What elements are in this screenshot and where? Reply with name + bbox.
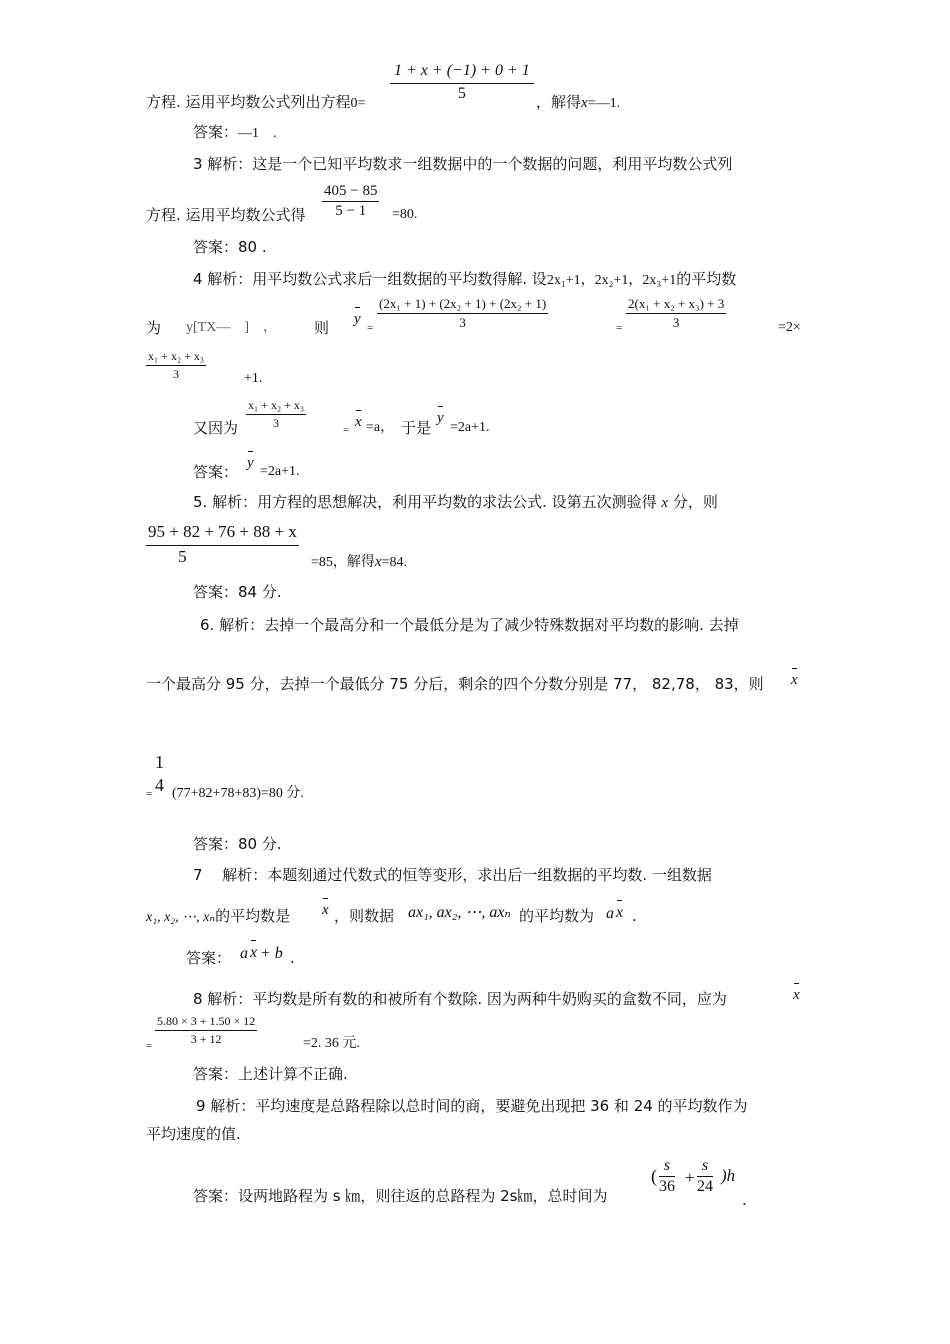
s9-end: .	[742, 1191, 747, 1209]
s7-line1: 7 解析：本题刻通过代数式的恒等变形，求出后一组数据的平均数. 一组数据	[193, 866, 712, 884]
s4-fraction-1-numerator: (2x₁ + 1) + (2x₂ + 1) + (2x₂ + 1)	[377, 296, 548, 314]
s7-xbar: x	[322, 902, 329, 918]
s7-line2	[146, 906, 290, 928]
p1-tail-line	[536, 92, 620, 114]
s3-fraction-numerator: 405 − 85	[322, 183, 379, 202]
s9-line2: 平均速度的值.	[146, 1125, 241, 1143]
s4-line1-a: 4 解析：用平均数公式求后一组数据的平均数得解. 设	[193, 270, 547, 288]
s6-fraction	[153, 752, 166, 796]
s4-eq5: =a，	[366, 420, 395, 435]
p1-lead: 方程. 运用平均数公式列出方程	[146, 93, 351, 111]
s3-line2: 方程. 运用平均数公式得	[146, 206, 306, 224]
s4-fraction-4-denominator: 3	[273, 416, 280, 430]
s4-fraction-2-numerator: 2(x₁ + x₂ + x₃) + 3	[626, 296, 726, 314]
s7-answer-xbar: x	[250, 944, 258, 961]
s4-eq4: =	[343, 424, 350, 436]
s5-result-var: x	[374, 554, 382, 570]
s8-line1: 8 解析：平均数是所有数的和被所有个数除. 因为两种牛奶购买的盒数不同，应为	[193, 990, 727, 1008]
s4-fraction-3-numerator: x₁ + x₂ + x₃	[146, 349, 206, 366]
s8-fraction-numerator: 5.80 × 3 + 1.50 × 12	[155, 1014, 257, 1031]
s4-eq1: =	[367, 322, 374, 334]
p1-fraction	[390, 62, 534, 103]
s4-plus1: +1.	[244, 371, 263, 386]
s4-xbar: x	[355, 414, 362, 430]
s4-fraction-2	[626, 296, 726, 331]
s5-line1-tail: 分，则	[672, 493, 718, 511]
s4-ybar: y	[354, 311, 361, 327]
p1-fraction-numerator: 1 + x + (−1) + 0 + 1	[390, 62, 534, 84]
s4-fraction-3	[146, 349, 206, 382]
s6-expr: (77+82+78+83)=80 分.	[172, 786, 304, 801]
s5-line1-text: 5. 解析：用方程的思想解决，利用平均数的求法公式. 设第五次测验得	[193, 493, 657, 511]
s4-fraction-4-numerator: x₁ + x₂ + x₃	[246, 398, 306, 415]
s9-fraction-2	[697, 1157, 713, 1196]
s9-answer: 答案：设两地路程为 s ㎞，则往返的总路程为 2s㎞，总时间为	[193, 1187, 608, 1205]
s7-axbar: x	[616, 904, 624, 921]
s7-mid2: ，则数据	[334, 907, 395, 925]
s6-eq: =	[146, 788, 153, 800]
s4-eq2: =	[616, 322, 623, 334]
s5-fraction-numerator: 95 + 82 + 76 + 88 + x	[146, 522, 299, 546]
p1-result-var: x	[581, 95, 588, 111]
s6-answer: 答案：80 分.	[193, 835, 282, 853]
s9-fraction-2-numerator: s	[697, 1157, 713, 1177]
s4-ybar-2: y	[437, 410, 444, 426]
s6-xbar: x	[791, 672, 798, 688]
s5-line1-var: x	[661, 495, 669, 511]
s9-fraction-2-denominator: 24	[697, 1178, 713, 1195]
s8-xbar: x	[793, 987, 800, 1003]
s6-fraction-numerator: 1	[155, 752, 164, 772]
s4-var-2: 2x₂+1，	[594, 273, 643, 288]
s6-fraction-denominator: 4	[155, 775, 164, 795]
s3-fraction-denominator: 5 − 1	[335, 203, 367, 219]
s7-seq2: ax₁, ax₂, ⋯, axₙ	[408, 904, 511, 921]
s4-answer-label: 答案：	[193, 463, 239, 481]
s8-answer: 答案：上述计算不正确.	[193, 1065, 348, 1083]
s7-answer-a: a	[240, 945, 248, 962]
s7-mid3: 的平均数为	[519, 907, 595, 925]
s8-fraction-denominator: 3 + 12	[190, 1032, 222, 1046]
s4-again-label: 又因为	[193, 419, 239, 437]
s8-result: =2. 36 元.	[303, 1036, 360, 1051]
s4-line2-then: 则	[314, 319, 330, 337]
answer-2-label: 答案：	[193, 123, 239, 141]
s9-open-paren: (	[651, 1166, 657, 1186]
s9-line1: 9 解析：平均速度是总路程除以总时间的商，要避免出现把 36 和 24 的平均数作为	[196, 1097, 748, 1115]
s6-line1: 6. 解析：去掉一个最高分和一个最低分是为了减少特殊数据对平均数的影响. 去掉	[200, 616, 739, 634]
s7-seq1: x₁, x₂, ⋯, xₙ	[146, 910, 216, 925]
p1-fraction-denominator: 5	[457, 85, 466, 102]
p1-eq-prefix: 0=	[350, 96, 366, 111]
s5-fraction-denominator: 5	[178, 547, 187, 566]
s4-fraction-4	[246, 398, 306, 431]
p1-tail: ，解得	[536, 93, 582, 111]
s4-fraction-1-denominator: 3	[459, 315, 466, 330]
s6-line2: 一个最高分 95 分，去掉一个最低分 75 分后，剩余的四个分数分别是 77， 82,78， 83，则	[146, 675, 764, 693]
s7-answer-end: .	[290, 949, 295, 967]
s4-var-3: 2x₃+1	[642, 273, 677, 288]
s3-answer: 答案：80 .	[193, 238, 267, 256]
s8-fraction	[155, 1014, 257, 1047]
s3-fraction	[322, 183, 379, 220]
s4-fraction-1	[377, 296, 548, 331]
s7-answer-b: + b	[260, 945, 283, 962]
s5-result-line	[311, 551, 407, 573]
s7-end: .	[632, 907, 637, 925]
s9-fraction-1-numerator: s	[659, 1157, 675, 1177]
s4-eq6: =2a+1.	[450, 420, 490, 435]
s7-ax: a	[606, 905, 614, 922]
answer-2-value: —1 .	[238, 126, 277, 141]
s4-so-label: 于是	[401, 419, 432, 437]
s4-line1-b: 的平均数	[676, 270, 737, 288]
answer-2	[193, 122, 277, 144]
s9-fraction-1-denominator: 36	[659, 1178, 675, 1195]
s4-answer-eq: =2a+1.	[260, 464, 300, 479]
s5-line1	[193, 492, 718, 513]
s5-result: =85，解得	[311, 555, 375, 570]
s4-line2-tx: y[TX— ] ，	[186, 320, 277, 335]
s4-fraction-2-denominator: 3	[672, 315, 680, 330]
s9-fraction-1	[659, 1157, 675, 1196]
s9-plus: +	[685, 1168, 695, 1187]
p1-line	[146, 92, 365, 114]
s5-result-val: =84.	[381, 555, 407, 570]
s7-answer-label: 答案：	[186, 949, 232, 967]
s8-eq: =	[146, 1040, 153, 1052]
s4-var-1: 2x₁+1，	[546, 273, 595, 288]
s4-line2-a: 为	[146, 319, 162, 337]
s4-fraction-3-denominator: 3	[173, 367, 180, 381]
s5-fraction	[146, 522, 299, 567]
s5-answer: 答案：84 分.	[193, 583, 282, 601]
s4-line1	[193, 269, 736, 291]
s4-eq3: =2×	[778, 320, 801, 335]
s3-result: =80.	[392, 207, 418, 222]
s9-close-paren: )h	[721, 1166, 736, 1185]
s3-line1: 3 解析：这是一个已知平均数求一组数据中的一个数据的问题，利用平均数公式列	[193, 155, 733, 173]
p1-result-val: =—1.	[587, 96, 621, 111]
s4-answer-ybar: y	[247, 455, 254, 471]
s7-mid: 的平均数是	[215, 907, 291, 925]
